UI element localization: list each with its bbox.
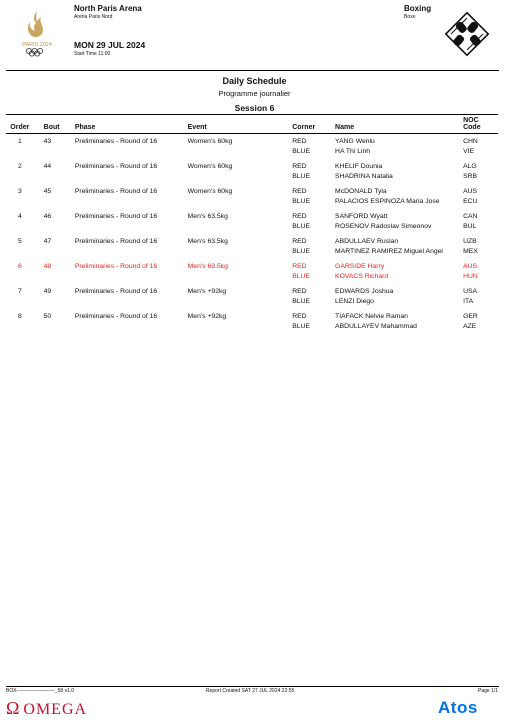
svg-text:PARIS 2024: PARIS 2024 <box>22 42 52 48</box>
order-cell: 4 <box>17 212 22 220</box>
athlete-red: EDWARDS Joshua <box>335 287 394 295</box>
corner-red: RED <box>292 287 307 295</box>
table-row <box>6 134 498 159</box>
venue-subtitle: Arena Paris Nord <box>74 14 113 20</box>
name-cell <box>333 309 461 334</box>
bout-cell: 43 <box>43 138 52 145</box>
page-title-french: Programme journalier <box>218 89 291 98</box>
order-cell: 2 <box>17 162 22 170</box>
event-cell: Men's 63.5kg <box>187 262 228 270</box>
omega-logo <box>6 698 87 719</box>
noc-red: CAN <box>463 212 478 220</box>
order-cell: 8 <box>17 312 22 320</box>
column-header-noc <box>461 115 498 134</box>
header-divider <box>6 70 499 71</box>
name-cell <box>333 259 461 284</box>
event-cell: Men's +92kg <box>187 312 227 320</box>
omega-wordmark: OMEGA <box>23 701 88 718</box>
noc-blue: SRB <box>463 172 478 180</box>
athlete-blue: SHADRINA Natalia <box>335 172 393 180</box>
corner-cell <box>290 284 333 309</box>
bout-cell: 49 <box>43 287 52 295</box>
corner-cell <box>290 234 333 259</box>
athlete-blue: PALACIOS ESPINOZA Maria Jose <box>335 197 440 205</box>
corner-red: RED <box>292 162 307 170</box>
corner-red: RED <box>292 262 307 270</box>
order-cell: 5 <box>17 237 22 245</box>
column-header-bout: Bout <box>34 115 73 134</box>
start-time: Start Time 11:00 <box>74 51 111 57</box>
corner-red: RED <box>292 237 307 245</box>
corner-cell <box>290 159 333 184</box>
page-number: Page 1/1 <box>478 688 499 694</box>
column-header-phase: Phase <box>73 115 186 134</box>
corner-red: RED <box>292 187 307 195</box>
corner-blue: BLUE <box>292 172 310 180</box>
order-cell: 6 <box>17 262 22 270</box>
phase-cell: Preliminaries - Round of 16 <box>74 187 158 195</box>
athlete-red: KHELIF Dounia <box>335 162 383 170</box>
noc-red: AUS <box>463 187 478 195</box>
paris-2024-logo <box>12 8 62 58</box>
event-cell: Women's 60kg <box>187 138 233 145</box>
session-title: Session 6 <box>234 103 275 113</box>
column-header-name: Name <box>333 115 461 134</box>
corner-blue: BLUE <box>292 247 310 255</box>
noc-cell <box>461 134 498 159</box>
name-cell <box>333 234 461 259</box>
atos-logo: Atos <box>438 698 478 717</box>
order-cell: 3 <box>17 187 22 195</box>
table-row <box>6 159 498 184</box>
noc-red: CHN <box>463 138 478 145</box>
bout-cell: 44 <box>43 162 52 170</box>
boxing-pictogram-icon <box>444 11 490 57</box>
noc-blue: VIE <box>463 148 475 155</box>
corner-blue: BLUE <box>292 272 310 280</box>
sport-subtitle: Boxe <box>404 14 416 20</box>
table-row <box>6 234 498 259</box>
noc-red: USA <box>463 287 478 295</box>
column-header-corner: Corner <box>290 115 333 134</box>
athlete-red: TIAFACK Nelvie Raman <box>335 312 408 320</box>
schedule-date: MON 29 JUL 2024 <box>74 40 146 50</box>
name-cell <box>333 284 461 309</box>
athlete-red: ABDULLAEV Ruslan <box>335 237 399 245</box>
athlete-red: SANFORD Wyatt <box>335 212 388 220</box>
corner-blue: BLUE <box>292 222 310 230</box>
bout-cell: 47 <box>43 237 52 245</box>
noc-blue: ECU <box>463 197 478 205</box>
noc-cell <box>461 284 498 309</box>
corner-cell <box>290 184 333 209</box>
athlete-red: YANG Wenlu <box>335 138 375 145</box>
athlete-blue: KOVACS Richard <box>335 272 389 280</box>
noc-blue: AZE <box>463 322 477 330</box>
table-row <box>6 309 498 334</box>
name-cell <box>333 209 461 234</box>
corner-red: RED <box>292 312 307 320</box>
corner-blue: BLUE <box>292 148 310 155</box>
noc-blue: ITA <box>463 297 474 305</box>
corner-blue: BLUE <box>292 297 310 305</box>
noc-red: AUS <box>463 262 478 270</box>
corner-blue: BLUE <box>292 197 310 205</box>
noc-cell <box>461 184 498 209</box>
noc-cell <box>461 259 498 284</box>
corner-red: RED <box>292 212 307 220</box>
page-title: Daily Schedule <box>222 76 287 86</box>
event-cell: Men's 63.5kg <box>187 212 228 220</box>
phase-cell: Preliminaries - Round of 16 <box>74 162 158 170</box>
corner-cell <box>290 309 333 334</box>
column-header-noc-line2: Code <box>463 124 481 131</box>
event-cell: Men's 63.5kg <box>187 237 228 245</box>
name-cell <box>333 184 461 209</box>
corner-blue: BLUE <box>292 322 310 330</box>
noc-blue: BUL <box>463 222 477 230</box>
noc-red: UZB <box>463 237 477 245</box>
phase-cell: Preliminaries - Round of 16 <box>74 312 158 320</box>
column-header-noc-line1: NOC <box>463 117 479 124</box>
corner-red: RED <box>292 138 307 145</box>
noc-cell <box>461 309 498 334</box>
schedule-table <box>6 114 498 334</box>
athlete-red: McDONALD Tyla <box>335 187 387 195</box>
noc-blue: MEX <box>463 247 478 255</box>
bout-cell: 46 <box>43 212 52 220</box>
name-cell <box>333 134 461 159</box>
phase-cell: Preliminaries - Round of 16 <box>74 287 158 295</box>
table-row-highlighted <box>6 259 498 284</box>
omega-icon: Ω <box>6 698 21 718</box>
corner-cell <box>290 134 333 159</box>
noc-red: ALG <box>463 162 477 170</box>
athlete-red: GARSIDE Harry <box>335 262 385 270</box>
order-cell: 7 <box>17 287 22 295</box>
athlete-blue: MARTINEZ RAMIREZ Miguel Angel <box>335 247 443 255</box>
corner-cell <box>290 209 333 234</box>
noc-cell <box>461 234 498 259</box>
event-cell: Women's 60kg <box>187 162 233 170</box>
bout-cell: 48 <box>43 262 52 270</box>
athlete-blue: HA Thi Linh <box>335 148 371 155</box>
footer-divider <box>6 686 499 687</box>
bout-cell: 45 <box>43 187 52 195</box>
bout-cell: 50 <box>43 312 52 320</box>
athlete-blue: LENZI Diego <box>335 297 374 305</box>
noc-cell <box>461 209 498 234</box>
venue-name: North Paris Arena <box>74 4 142 13</box>
event-cell: Men's +92kg <box>187 287 227 295</box>
athlete-blue: ABDULLAYEV Mahammad <box>335 322 417 330</box>
phase-cell: Preliminaries - Round of 16 <box>74 212 158 220</box>
table-row <box>6 184 498 209</box>
order-cell: 1 <box>17 138 22 145</box>
schedule-table-container <box>6 114 498 334</box>
table-row <box>6 209 498 234</box>
event-cell: Women's 60kg <box>187 187 233 195</box>
phase-cell: Preliminaries - Round of 16 <box>74 138 158 145</box>
phase-cell: Preliminaries - Round of 16 <box>74 262 158 270</box>
sport-name: Boxing <box>404 4 432 13</box>
corner-cell <box>290 259 333 284</box>
table-row <box>6 284 498 309</box>
document-code: BOX-----------------------_58 v1.0 <box>6 688 75 694</box>
noc-cell <box>461 159 498 184</box>
table-header-row <box>6 115 498 134</box>
phase-cell: Preliminaries - Round of 16 <box>74 237 158 245</box>
report-created: Report Created SAT 27 JUL 2024 22:55 <box>206 688 295 694</box>
column-header-event: Event <box>186 115 291 134</box>
noc-blue: HUN <box>463 272 478 280</box>
noc-red: GER <box>463 312 478 320</box>
athlete-blue: ROSENOV Radoslav Simeonov <box>335 222 432 230</box>
column-header-order: Order <box>6 115 34 134</box>
name-cell <box>333 159 461 184</box>
